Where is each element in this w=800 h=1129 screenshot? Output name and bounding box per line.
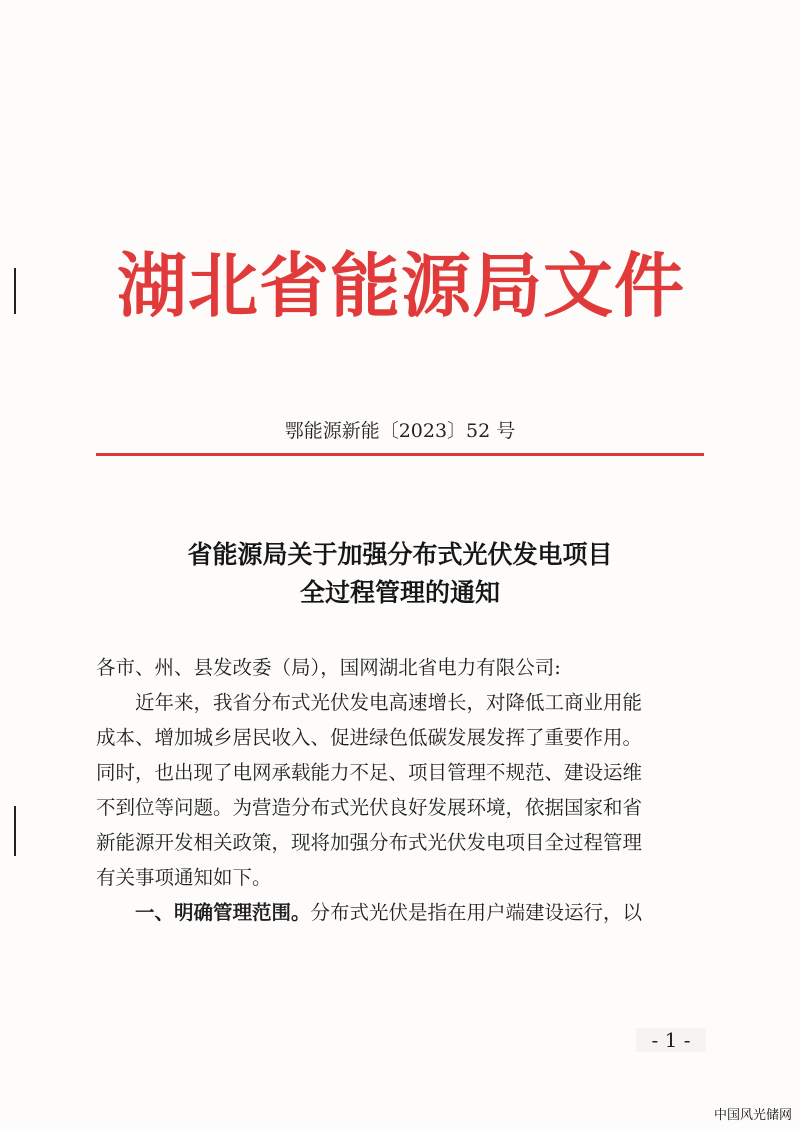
page-number: - 1 - xyxy=(636,1028,706,1052)
site-watermark: 中国风光储网 xyxy=(713,1108,792,1123)
section-heading: 一、明确管理范围。 xyxy=(135,901,311,924)
document-title-line: 全过程管理的通知 xyxy=(299,578,500,607)
paragraph-line: 同时，也出现了电网承载能力不足、项目管理不规范、建设运维 xyxy=(96,761,643,784)
document-body xyxy=(96,650,696,930)
binding-margin-mark xyxy=(14,806,16,856)
masthead-title: 湖北省能源局文件 xyxy=(117,245,685,327)
document-title-line: 省能源局关于加强分布式光伏发电项目 xyxy=(187,540,613,569)
red-divider-line xyxy=(96,453,704,456)
section-text: 分布式光伏是指在用户端建设运行，以 xyxy=(310,901,643,924)
binding-margin-mark xyxy=(14,268,16,314)
paragraph-line: 有关事项通知如下。 xyxy=(96,866,272,889)
document-number: 鄂能源新能〔2023〕52 号 xyxy=(284,420,516,442)
paragraph-line: 不到位等问题。为营造分布式光伏良好发展环境，依据国家和省 xyxy=(96,796,643,819)
addressee-line: 各市、州、县发改委（局），国网湖北省电力有限公司: xyxy=(96,656,561,679)
document-title xyxy=(0,536,800,612)
paragraph-line: 近年来，我省分布式光伏发电高速增长，对降低工商业用能 xyxy=(135,691,643,714)
section-heading-line xyxy=(96,895,696,930)
paragraph-line: 成本、增加城乡居民收入、促进绿色低碳发展发挥了重要作用。 xyxy=(96,726,643,749)
paragraph-line: 新能源开发相关政策，现将加强分布式光伏发电项目全过程管理 xyxy=(96,831,643,854)
